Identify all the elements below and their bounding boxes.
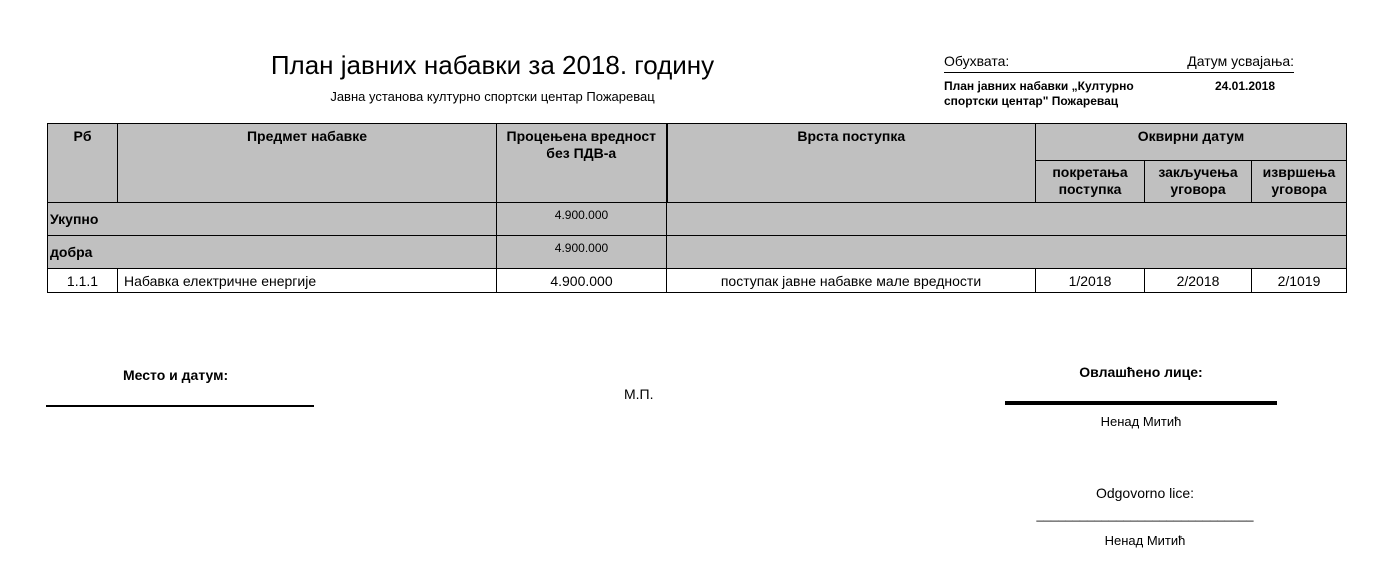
cell-predmet: Набавка електричне енергије bbox=[118, 269, 497, 293]
datum-usvajanja-label: Датум усвајања: bbox=[1187, 53, 1294, 69]
summary-value: 4.900.000 bbox=[497, 203, 667, 236]
datum-usvajanja-value: 24.01.2018 bbox=[1214, 79, 1276, 93]
cell-vrsta: поступак јавне набавке мале вредности bbox=[667, 269, 1036, 293]
col-header-vrednost: Процењена вредност без ПДВ-а bbox=[497, 124, 667, 203]
summary-empty bbox=[667, 236, 1347, 269]
table-row bbox=[48, 269, 1347, 293]
col-header-zakljucenja: закључења уговора bbox=[1145, 161, 1252, 203]
mesto-signature-line bbox=[46, 405, 314, 407]
summary-empty bbox=[667, 203, 1347, 236]
page-title: План јавних набавки за 2018. годину bbox=[270, 50, 715, 80]
odgovorno-lice-label: Odgovorno lice: bbox=[1095, 485, 1195, 501]
col-header-okvirni-datum: Оквирни датум bbox=[1036, 124, 1347, 161]
page-subtitle: Јавна установа културно спортски центар Пожаревац bbox=[330, 89, 655, 104]
odgovorno-lice-name: Ненад Митић bbox=[1104, 533, 1186, 548]
plan-table bbox=[47, 123, 1347, 293]
header-divider bbox=[944, 72, 1294, 73]
col-header-izvrsenja: извршења уговора bbox=[1252, 161, 1347, 203]
odgovorno-signature-line: ______________________________ bbox=[1036, 507, 1254, 522]
col-header-pokretanja: покретања поступка bbox=[1036, 161, 1145, 203]
obuhvata-label: Обухвата: bbox=[944, 53, 1010, 69]
summary-label: Укупно bbox=[48, 203, 497, 236]
ovlasceno-signature-line bbox=[1005, 401, 1277, 405]
cell-vrednost: 4.900.000 bbox=[497, 269, 667, 293]
col-header-predmet: Предмет набавке bbox=[118, 124, 497, 203]
mesto-datum-label: Место и датум: bbox=[123, 367, 229, 383]
summary-value: 4.900.000 bbox=[497, 236, 667, 269]
cell-zakljucenja: 2/2018 bbox=[1145, 269, 1252, 293]
stamp-placeholder: М.П. bbox=[624, 386, 654, 402]
cell-izvrsenja: 2/1019 bbox=[1252, 269, 1347, 293]
obuhvata-value: План јавних набавки „Културно спортски центар" Пожаревац bbox=[944, 79, 1134, 108]
summary-label: добра bbox=[48, 236, 497, 269]
col-header-rb: Рб bbox=[48, 124, 118, 203]
cell-rb: 1.1.1 bbox=[48, 269, 118, 293]
ovlasceno-lice-name: Ненад Митић bbox=[1100, 414, 1182, 429]
summary-row-ukupno bbox=[48, 203, 1347, 236]
ovlasceno-lice-label: Овлашћено лице: bbox=[1079, 364, 1203, 380]
cell-pokretanja: 1/2018 bbox=[1036, 269, 1145, 293]
summary-row-dobra bbox=[48, 236, 1347, 269]
col-header-vrsta: Врста поступка bbox=[667, 124, 1036, 203]
